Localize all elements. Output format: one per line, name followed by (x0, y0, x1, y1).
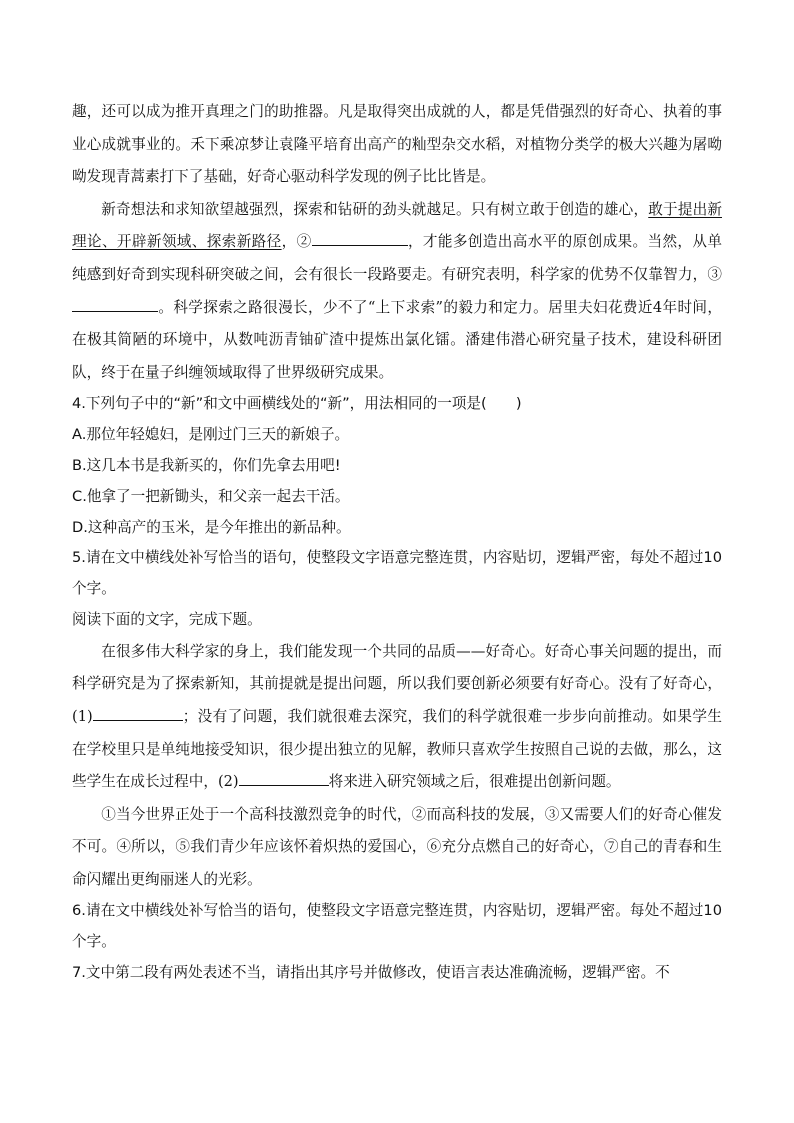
passage1-p2-text-a: 新奇想法和求知欲望越强烈，探索和钻研的劲头就越足。只有树立敢于创造的雄心， (101, 200, 649, 218)
passage1-paragraph2 (72, 194, 722, 390)
question-4-option-a: A.那位年轻媳妇，是刚过门三天的新娘子。 (72, 426, 350, 444)
underlined-phrase: 敢于提出新理论、开辟新领域、探索新路径 (72, 200, 722, 251)
answer-blank-1[interactable] (93, 706, 183, 721)
passage2-paragraph2: ①当今世界正处于一个高科技激烈竞争的时代，②而高科技的发展，③又需要人们的好奇心催发不可。④所以，⑤我们青少年应该怀着炽热的爱国心，⑥充分点燃自己的好奇心，⑦自己的青春和生命闪耀出更绚丽迷人的光彩。 (72, 805, 722, 888)
answer-blank-2b[interactable] (239, 771, 329, 786)
answer-blank-2[interactable] (312, 231, 408, 246)
question-7-stem: 7.文中第二段有两处表述不当，请指出其序号并做修改，使语言表达准确流畅，逻辑严密。不 (72, 964, 670, 982)
passage2-p1-text-a: 在很多伟大科学家的身上，我们能发现一个共同的品质——好奇心。好奇心事关问题的提出，而科学研究是为了探索新知，其前提就是提出问题，所以我们要创新必须要有好奇心。没有了好奇心，(1) (72, 642, 722, 725)
passage1-p2-text-c: ，才能多创造出高水平的原创成果。当然，从单纯感到好奇到实现科研突破之间，会有很长一段路要走。有研究表明，科学家的优势不仅靠智力，③ (72, 233, 722, 283)
passage2-p1-text-c: 将来进入研究领域之后，很难提出创新问题。 (328, 773, 621, 791)
passage2-p1-text-b: ；没有了问题，我们就很难去深究，我们的科学就很难一步步向前推动。如果学生在学校里只是单纯地接受知识，很少提出独立的见解，教师只喜欢学生按照自己说的去做，那么，这些学生在成长过程中，(2) (72, 707, 722, 791)
question-4-option-d: D.这种高产的玉米，是今年推出的新品种。 (72, 518, 351, 536)
passage1-p2-text-b: ，② (281, 233, 312, 251)
reading-instruction: 阅读下面的文字，完成下题。 (72, 610, 262, 628)
passage2-paragraph1 (72, 636, 722, 799)
question-4-option-b: B.这几本书是我新买的，你们先拿去用吧! (72, 456, 341, 474)
document-page (72, 96, 722, 989)
question-4-option-c: C.他拿了一把新锄头，和父亲一起去干活。 (72, 487, 350, 505)
answer-blank-3[interactable] (72, 297, 158, 312)
passage1-paragraph1: 趣，还可以成为推开真理之门的助推器。凡是取得突出成就的人，都是凭借强烈的好奇心、执着的事业心成就事业的。禾下乘凉梦让袁隆平培育出高产的籼型杂交水稻，对植物分类学的极大兴趣为屠呦呦发现青蒿素打下了基础，好奇心驱动科学发现的例子比比皆是。 (72, 103, 722, 186)
question-5-stem: 5.请在文中横线处补写恰当的语句，使整段文字语意完整连贯，内容贴切，逻辑严密，每处不超过10个字。 (72, 549, 722, 598)
question-6-stem: 6.请在文中横线处补写恰当的语句，使整段文字语意完整连贯，内容贴切，逻辑严密。每处不超过10个字。 (72, 902, 722, 951)
question-4-stem: 4.下列句子中的“新”和文中画横线处的“新”，用法相同的一项是( ) (72, 395, 522, 413)
passage1-p2-text-d: 。科学探索之路很漫长，少不了“上下求索”的毅力和定力。居里夫妇花费近4年时间，在极其简陋的环境中，从数吨沥青铀矿渣中提炼出氯化镭。潘建伟潜心研究量子技术，建设科研团队，终于在量子纠缠领域取得了世界级研究成果。 (72, 298, 722, 381)
